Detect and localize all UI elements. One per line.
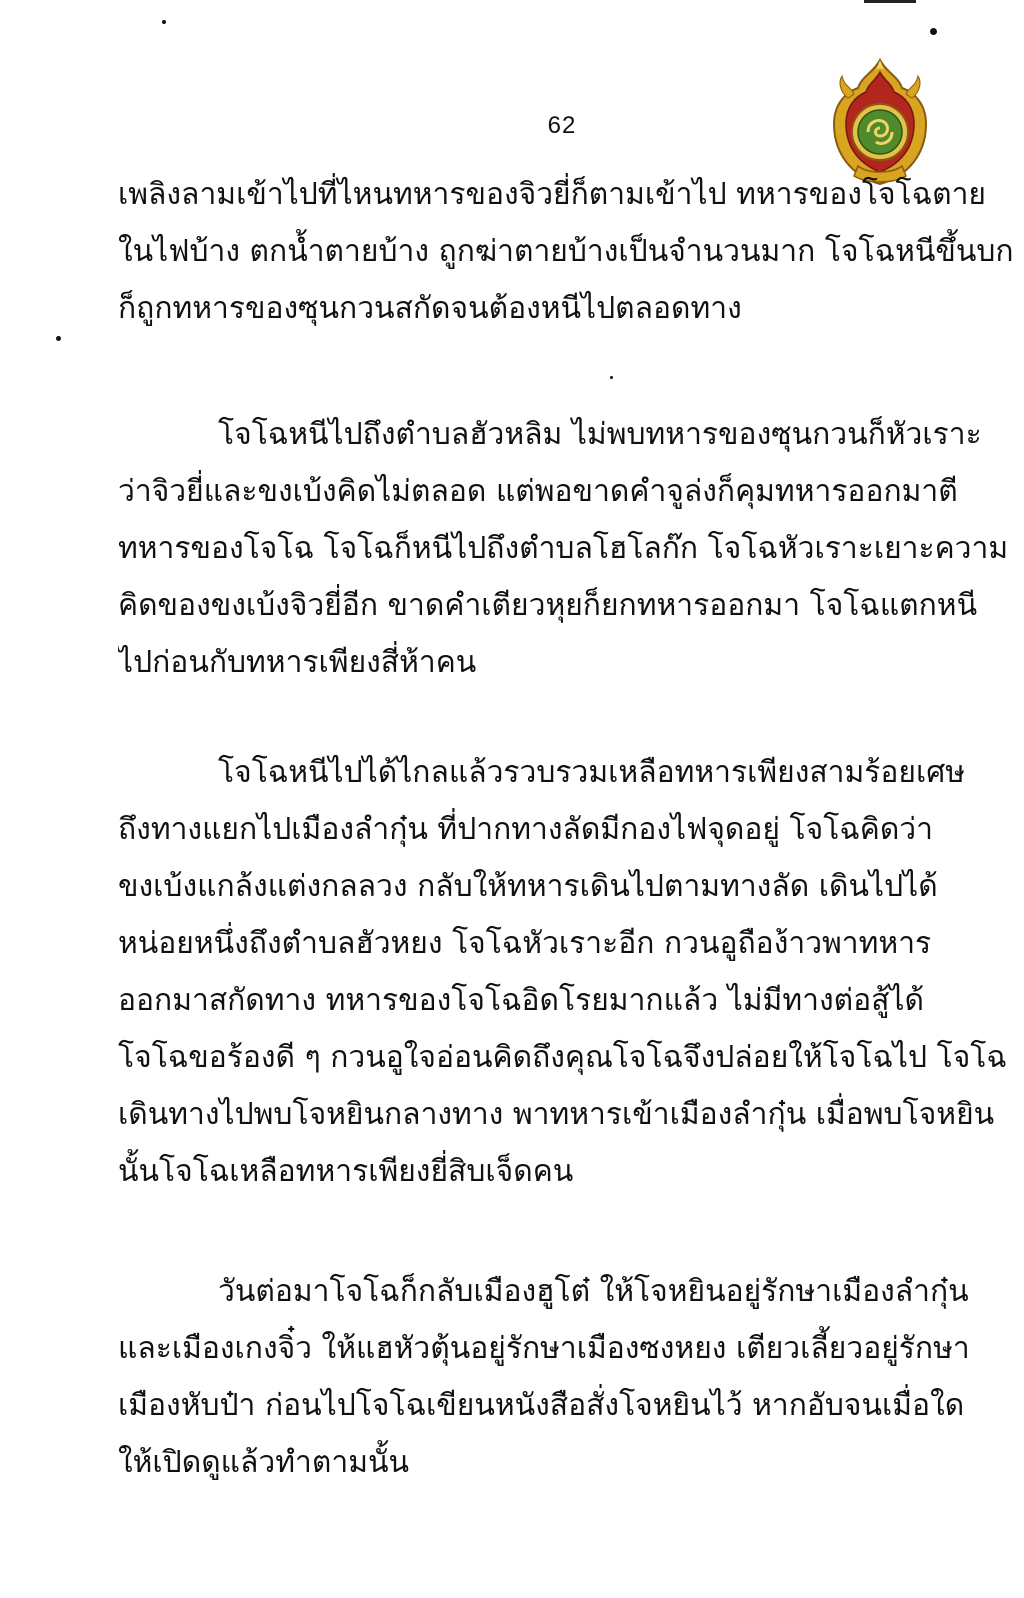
- text-line: ไปก่อนกับทหารเพียงสี่ห้าคน: [118, 645, 477, 680]
- text-line: โจโฉหนีไปได้ไกลแล้วรวบรวมเหลือทหารเพียงสามร้อยเศษ: [218, 755, 966, 790]
- page-number: 62: [547, 112, 577, 139]
- paragraph-3: [118, 744, 1007, 1200]
- text-line: ออกมาสกัดทาง ทหารของโจโฉอิดโรยมากแล้ว ไม่มีทางต่อสู้ได้: [118, 983, 924, 1018]
- text-line: คิดของขงเบ้งจิวยี่อีก ขาดคำเตียวหุยก็ยกทหารออกมา โจโฉแตกหนี: [118, 588, 978, 623]
- text-line: เดินทางไปพบโจหยินกลางทาง พาทหารเข้าเมืองลำกุ๋น เมื่อพบโจหยิน: [118, 1097, 995, 1132]
- paragraph-2: [118, 406, 1008, 691]
- paragraph-1: [118, 166, 1014, 337]
- text-line: โจโฉขอร้องดี ๆ กวนอูใจอ่อนคิดถึงคุณโจโฉจึงปล่อยให้โจโฉไป โจโฉ: [118, 1040, 1007, 1075]
- text-line: เมืองหับป๋า ก่อนไปโจโฉเขียนหนังสือสั่งโจหยินไว้ หากอับจนเมื่อใด: [118, 1388, 965, 1423]
- text-line: ถึงทางแยกไปเมืองลำกุ๋น ที่ปากทางลัดมีกองไฟจุดอยู่ โจโฉคิดว่า: [118, 812, 933, 847]
- text-line: ในไฟบ้าง ตกน้ำตายบ้าง ถูกฆ่าตายบ้างเป็นจำนวนมาก โจโฉหนีขึ้นบก: [118, 234, 1014, 269]
- text-line: เพลิงลามเข้าไปที่ไหนทหารของจิวยี่ก็ตามเข้าไป ทหารของโจโฉตาย: [118, 177, 987, 212]
- text-line: โจโฉหนีไปถึงตำบลฮัวหลิม ไม่พบทหารของซุนกวนก็หัวเราะ: [218, 417, 982, 452]
- text-line: หน่อยหนึ่งถึงตำบลฮัวหยง โจโฉหัวเราะอีก กวนอูถือง้าวพาทหาร: [118, 926, 932, 961]
- text-line: ขงเบ้งแกล้งแต่งกลลวง กลับให้ทหารเดินไปตามทางลัด เดินไปได้: [118, 869, 938, 904]
- text-line: วันต่อมาโจโฉก็กลับเมืองฮูโต๋ ให้โจหยินอยู่รักษาเมืองลำกุ๋น: [218, 1274, 969, 1309]
- text-line: นั้นโจโฉเหลือทหารเพียงยี่สิบเจ็ดคน: [118, 1154, 574, 1189]
- paragraph-4: [118, 1263, 970, 1491]
- scan-speck: [610, 376, 613, 379]
- scan-speck: [930, 28, 937, 35]
- scan-speck: [162, 20, 166, 24]
- text-line: ก็ถูกทหารของซุนกวนสกัดจนต้องหนีไปตลอดทาง: [118, 291, 742, 326]
- text-line: ให้เปิดดูแล้วทำตามนั้น: [118, 1445, 409, 1480]
- text-line: ทหารของโจโฉ โจโฉก็หนีไปถึงตำบลโฮโลก๊ก โจโฉหัวเราะเยาะความ: [118, 531, 1009, 566]
- scan-speck: [56, 336, 61, 341]
- scan-edge-mark: [864, 0, 916, 3]
- text-line: และเมืองเกงจิ๋ว ให้แฮหัวตุ้นอยู่รักษาเมืองซงหยง เตียวเลี้ยวอยู่รักษา: [118, 1331, 970, 1366]
- text-line: ว่าจิวยี่และขงเบ้งคิดไม่ตลอด แต่พอขาดคำจูล่งก็คุมทหารออกมาตี: [118, 474, 958, 509]
